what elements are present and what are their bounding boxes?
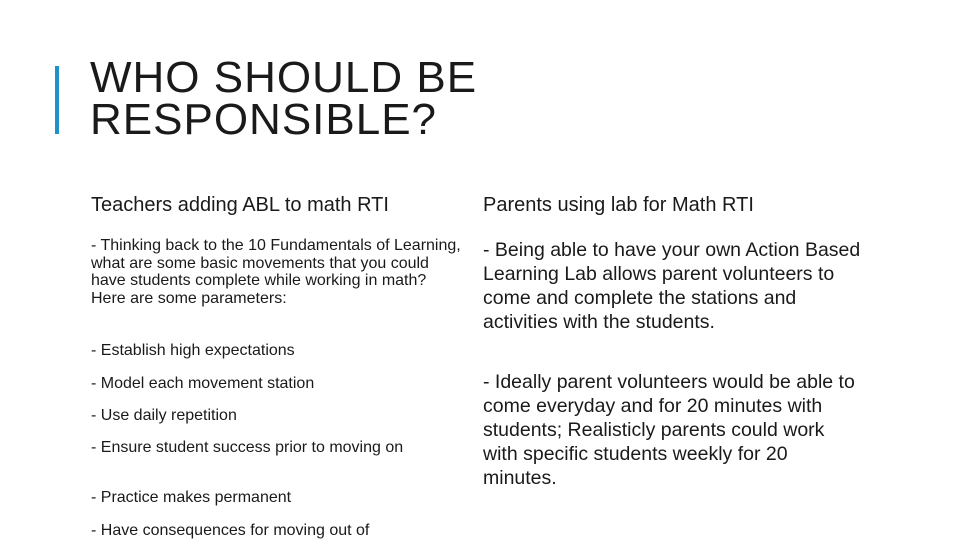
slide-title-line-1: WHO SHOULD BE [90, 53, 478, 102]
right-item-lab: - Being able to have your own Action Based Learning Lab allows parent volunteers to come and complete the stations and activities with the students. [483, 239, 861, 333]
left-item-success: - Ensure student success prior to moving on [91, 439, 404, 456]
teachers-column-heading: Teachers adding ABL to math RTI [91, 194, 389, 216]
left-item-model: - Model each movement station [91, 375, 315, 392]
left-item-consequences: - Have consequences for moving out of [91, 522, 370, 539]
left-item-expectations: - Establish high expectations [91, 342, 295, 359]
slide-title [90, 53, 478, 144]
title-accent-bar [55, 66, 59, 134]
slide-title-line-2: RESPONSIBLE? [90, 95, 438, 144]
left-item-intro: - Thinking back to the 10 Fundamentals of Learning, what are some basic movements that you could have students complete while working in math? Here are some parameters: [91, 237, 461, 307]
parents-column-heading: Parents using lab for Math RTI [483, 194, 754, 216]
left-item-practice: - Practice makes permanent [91, 489, 292, 506]
left-item-repetition: - Use daily repetition [91, 407, 237, 424]
right-item-volunteers: - Ideally parent volunteers would be able to come everyday and for 20 minutes with students; Realisticly parents could work with specific students weekly for 20 minutes. [483, 371, 855, 489]
